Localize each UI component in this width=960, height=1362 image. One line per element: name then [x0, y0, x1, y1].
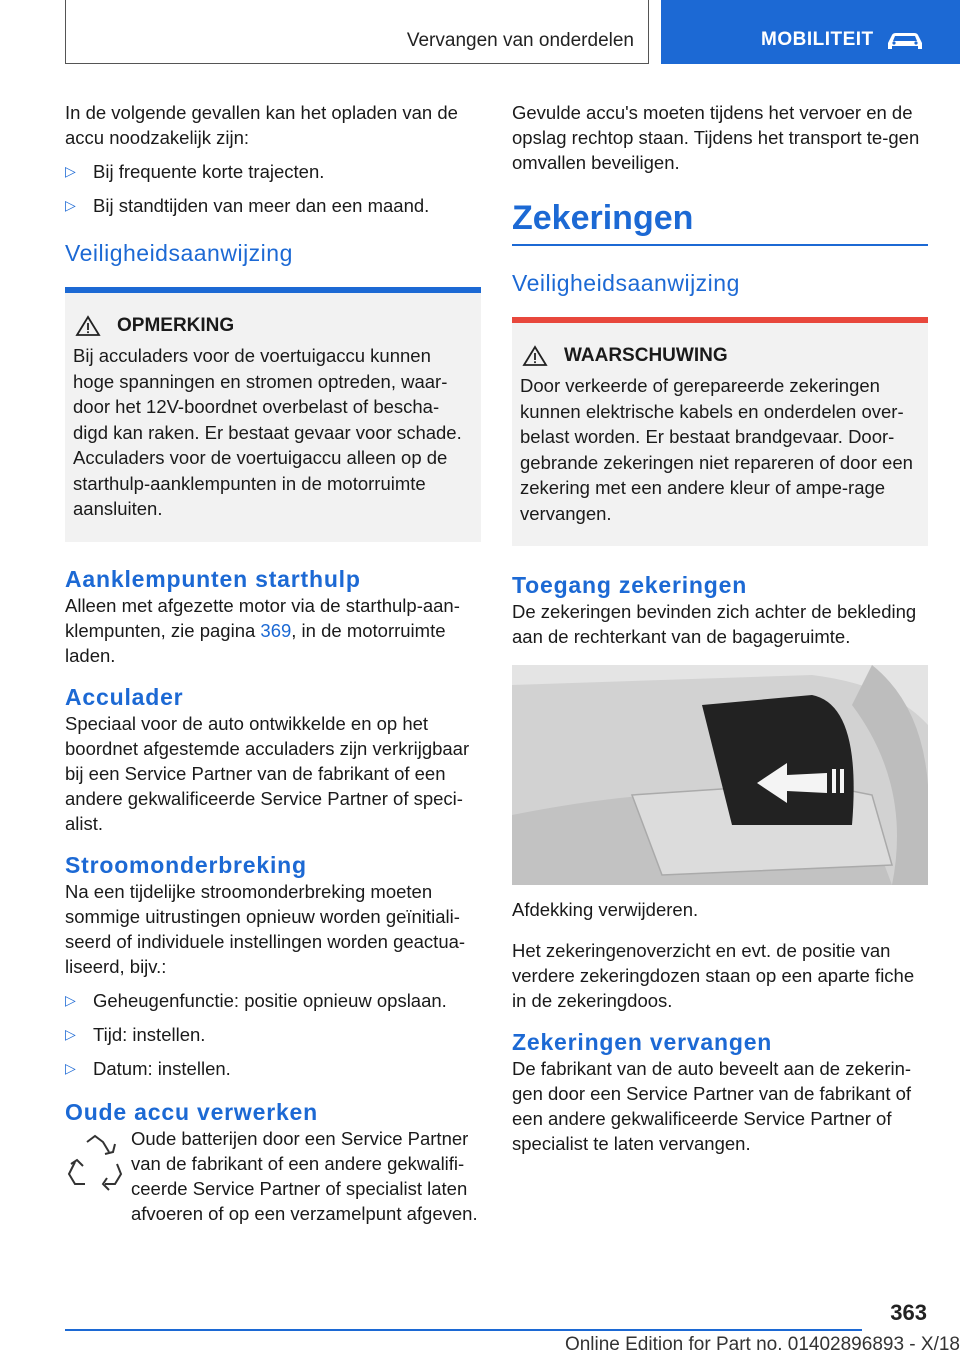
- overview-text: Het zekeringenoverzicht en evt. de positie van verdere zekeringdozen staan op een aparte fiche in de zekeringdoos.: [512, 940, 915, 1011]
- warning-triangle-icon: [75, 315, 101, 337]
- edition-footer: Online Edition for Part no. 01402896893 - X/18: [564, 1334, 960, 1355]
- list-item: ▷ Datum: instellen.: [65, 1057, 231, 1079]
- list-item: ▷ Geheugenfunctie: positie opnieuw opslaan.: [65, 989, 447, 1011]
- section-heading-safety: Veiligheidsaanwijzing: [512, 270, 740, 296]
- trunk-panel-illustration: [512, 665, 928, 885]
- notice-body: Bij acculaders voor de voertuigaccu kunnen hoge spanningen en stromen optreden, waar-door het 12V-boordnet overbelast of bescha-digd kan raken. Er bestaat gevaar voor schade. Acculaders voor de voertuigaccu alleen op de starthulp-aanklempunten in de motorruimte aansluiten.: [73, 345, 462, 519]
- recycle-icon: [65, 1132, 125, 1192]
- section-tab-mobiliteit[interactable]: [661, 0, 960, 64]
- left-column: [65, 100, 481, 1226]
- interrupt-list: [65, 988, 481, 1081]
- dispose-block: [65, 1126, 481, 1226]
- jumpstart-text: Alleen met afgezette motor via de starthulp-aan-klempunten, zie pagina 369, in de motorruimte laden.: [65, 594, 460, 666]
- section-heading-charger: Acculader: [65, 683, 184, 710]
- figure-caption: Afdekking verwijderen.: [512, 899, 699, 920]
- triangle-bullet-icon: ▷: [65, 197, 76, 213]
- charger-text: Speciaal voor de auto ontwikkelde en op het boordnet afgestemde acculaders zijn verkrijgbaar bij een Service Partner van de fabrikant of een andere gekwalificeerde Service Partner of speci-alist.: [65, 712, 470, 834]
- triangle-bullet-icon: ▷: [65, 991, 76, 1008]
- triangle-bullet-icon: ▷: [65, 1025, 76, 1042]
- chapter-divider: [512, 244, 928, 246]
- warning-triangle-icon: [522, 345, 548, 367]
- replace-text: De fabrikant van de auto beveelt aan de zekerin-gen door een Service Partner van de fabrikant of een andere gekwalificeerde Service Partner of specialist te laten vervangen.: [512, 1058, 912, 1154]
- transport-text: Gevulde accu's moeten tijdens het vervoer en de opslag rechtop staan. Tijdens het transport te-gen omvallen beveiligen.: [512, 102, 920, 173]
- warning-title: WAARSCHUWING: [564, 345, 728, 366]
- section-heading-dispose: Oude accu verwerken: [65, 1098, 318, 1125]
- warning-box: [512, 317, 928, 546]
- section-heading-access: Toegang zekeringen: [512, 572, 748, 598]
- notice-header: [75, 315, 473, 337]
- intro-text: In de volgende gevallen kan het opladen van de accu noodzakelijk zijn:: [65, 102, 458, 148]
- car-icon: [885, 28, 925, 52]
- warning-body: Door verkeerde of gerepareerde zekeringen kunnen elektrische kabels en onderdelen over-belast worden. Er bestaat brandgevaar. Door-gebrande zekeringen niet repareren of door een zekering met een andere kleur of ampe-rage vervangen.: [520, 375, 913, 524]
- list-item: ▷ Bij standtijden van meer dan een maand.: [65, 195, 430, 216]
- section-tab-label: MOBILITEIT: [761, 29, 874, 50]
- triangle-bullet-icon: ▷: [65, 1059, 76, 1076]
- header-title-box: [65, 0, 649, 64]
- header-title: Vervangen van onderdelen: [406, 30, 634, 51]
- list-item: ▷ Tijd: instellen.: [65, 1023, 206, 1045]
- chapter-heading-fuses: Zekeringen: [512, 199, 694, 237]
- dispose-text: Oude batterijen door een Service Partner van de fabrikant of een andere gekwalifi-ceerde Service Partner of specialist laten afvoeren of op een verzamelpunt afgeven.: [131, 1127, 478, 1224]
- list-item: ▷ Bij frequente korte trajecten.: [65, 161, 325, 182]
- warning-header: [522, 345, 920, 367]
- trunk-figure: [512, 665, 928, 885]
- section-heading-replace: Zekeringen vervangen: [512, 1029, 773, 1055]
- triangle-bullet-icon: ▷: [65, 163, 76, 179]
- right-column: [512, 100, 928, 1156]
- access-text: De zekeringen bevinden zich achter de bekleding aan de rechterkant van de bagageruimte.: [512, 601, 917, 647]
- page-number: 363: [890, 1300, 927, 1325]
- notice-box: [65, 287, 481, 542]
- section-heading-jumpstart: Aanklempunten starthulp: [65, 565, 361, 592]
- section-heading-interrupt: Stroomonderbreking: [65, 851, 307, 878]
- interrupt-text: Na een tijdelijke stroomonderbreking moeten sommige uitrustingen opnieuw worden geïnitiali-seerd of individuele instellingen worden geactua-liseerd, bijv.:: [65, 880, 466, 977]
- page-link[interactable]: 369: [260, 619, 292, 641]
- intro-list: [65, 159, 481, 218]
- notice-title: OPMERKING: [117, 315, 235, 336]
- section-heading-safety: Veiligheidsaanwijzing: [65, 240, 293, 266]
- footer-divider: [65, 1329, 862, 1331]
